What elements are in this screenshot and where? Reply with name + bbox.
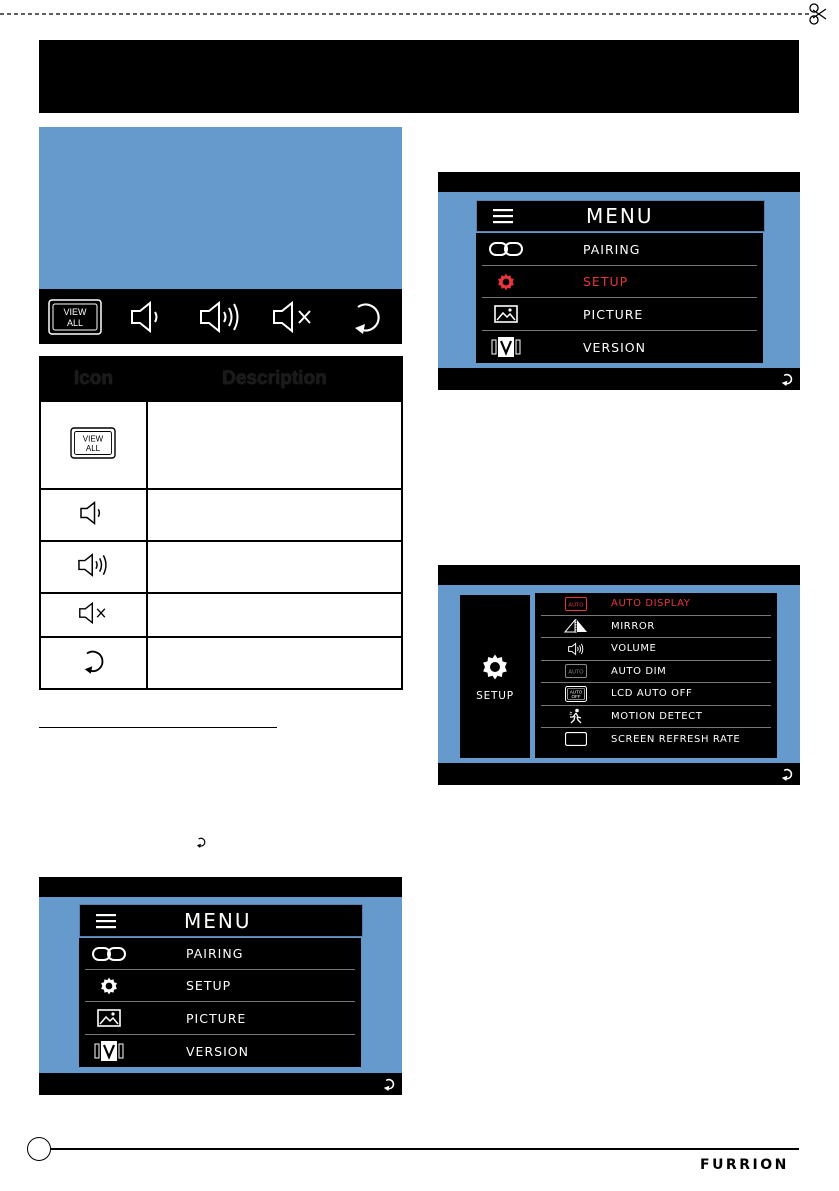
- menu-item-label: PICTURE: [583, 306, 644, 322]
- menu-item-label: VERSION: [583, 339, 646, 355]
- setup-item-label: LCD AUTO OFF: [611, 688, 693, 700]
- setup-item-lcd-auto-off[interactable]: [541, 683, 771, 706]
- menu-item-label-highlighted: SETUP: [583, 274, 629, 289]
- volume-low-icon[interactable]: [120, 294, 176, 340]
- menu-item-picture[interactable]: [482, 298, 757, 331]
- auto-badge-text: AUTO: [568, 669, 584, 676]
- table-description: [147, 637, 402, 689]
- back-icon: [195, 836, 207, 848]
- volume-low-icon: [40, 489, 147, 541]
- setup-item-screen-refresh-rate[interactable]: [541, 728, 771, 751]
- setup-title: SETUP: [476, 689, 514, 702]
- menu-screen-1: [39, 877, 402, 1095]
- auto-badge-text: AUTO: [568, 602, 584, 609]
- view-all-line1: VIEW: [83, 434, 104, 443]
- icon-strip: [39, 289, 402, 344]
- gear-icon: [85, 976, 133, 996]
- menu-item-pairing[interactable]: [482, 233, 757, 266]
- gear-icon: [480, 652, 510, 682]
- setup-item-mirror[interactable]: [541, 616, 771, 639]
- screen-footer: [39, 1073, 396, 1095]
- icon-table: [39, 356, 403, 690]
- brand-logo: FURRION: [700, 1157, 789, 1173]
- volume-icon: [541, 642, 611, 656]
- gear-icon: [482, 272, 530, 292]
- setup-side-panel: [460, 595, 530, 758]
- back-icon[interactable]: [382, 1077, 396, 1091]
- setup-item-label: MOTION DETECT: [611, 710, 703, 722]
- table-description: [147, 541, 402, 593]
- table-header-description: Description: [147, 357, 402, 401]
- version-icon: [85, 1040, 133, 1062]
- setup-item-label: SCREEN REFRESH RATE: [611, 733, 741, 745]
- menu-list: [476, 233, 763, 363]
- page-number-circle: [27, 1137, 51, 1161]
- menu-item-pairing[interactable]: [85, 938, 355, 970]
- menu-item-label: PAIRING: [186, 946, 244, 961]
- menu-item-setup[interactable]: [482, 266, 757, 298]
- setup-item-auto-display[interactable]: [541, 593, 771, 616]
- menu-item-label: PICTURE: [186, 1010, 247, 1026]
- back-icon[interactable]: [338, 294, 394, 340]
- setup-item-label: AUTO DIM: [611, 665, 667, 677]
- view-all-icon: [40, 401, 147, 489]
- table-row: [40, 541, 402, 593]
- setup-item-volume[interactable]: [541, 638, 771, 661]
- volume-high-icon: [40, 541, 147, 593]
- table-row: [40, 401, 402, 489]
- menu-screen-2: [438, 172, 800, 390]
- menu-item-picture[interactable]: [85, 1002, 355, 1035]
- menu-item-label: PAIRING: [583, 241, 641, 257]
- hamburger-icon: [493, 208, 513, 224]
- table-description: [147, 593, 402, 637]
- mute-icon: [40, 593, 147, 637]
- link-icon: [85, 946, 133, 962]
- mirror-icon: [541, 619, 611, 633]
- picture-icon: [482, 305, 530, 323]
- menu-item-version[interactable]: [482, 331, 757, 363]
- auto-dim-icon: [541, 664, 611, 678]
- setup-item-auto-dim[interactable]: [541, 661, 771, 684]
- volume-high-icon[interactable]: [192, 294, 248, 340]
- heading-underline: [39, 727, 277, 728]
- back-icon: [40, 637, 147, 689]
- setup-item-label: VOLUME: [611, 643, 657, 655]
- screen-preview: [39, 127, 402, 289]
- setup-list: [535, 593, 777, 758]
- screen-footer: [438, 763, 794, 785]
- link-icon: [482, 241, 530, 257]
- menu-item-setup[interactable]: [85, 970, 355, 1002]
- picture-icon: [85, 1009, 133, 1027]
- menu-item-label: SETUP: [186, 978, 232, 993]
- view-all-line1: VIEW: [63, 306, 87, 317]
- table-header-icon: Icon: [40, 357, 147, 401]
- view-all-icon[interactable]: [47, 294, 103, 340]
- section-title-bar: [39, 40, 799, 113]
- mute-icon[interactable]: [265, 294, 321, 340]
- menu-item-version[interactable]: [85, 1035, 355, 1067]
- lcd-auto-off-icon: [541, 686, 611, 702]
- back-icon[interactable]: [780, 767, 794, 781]
- footer-rule: [50, 1148, 799, 1150]
- setup-item-label-highlighted: AUTO DISPLAY: [611, 598, 691, 610]
- cut-line: [0, 0, 839, 30]
- back-icon[interactable]: [780, 372, 794, 386]
- menu-title: MENU: [586, 204, 654, 228]
- screen-refresh-icon: [541, 732, 611, 746]
- menu-title: MENU: [184, 908, 252, 933]
- motion-detect-icon: [541, 708, 611, 724]
- setup-item-label: MIRROR: [611, 620, 655, 632]
- menu-header[interactable]: [79, 904, 363, 937]
- table-description: [147, 401, 402, 489]
- setup-item-motion-detect[interactable]: [541, 706, 771, 729]
- auto-off-line2: OFF: [571, 693, 581, 699]
- table-row: [40, 489, 402, 541]
- auto-off-line1: AUTO: [569, 689, 583, 695]
- table-row: [40, 637, 402, 689]
- hamburger-icon: [96, 913, 116, 929]
- version-icon: [482, 336, 530, 358]
- menu-item-label: VERSION: [186, 1043, 249, 1059]
- table-description: [147, 489, 402, 541]
- setup-screen: [438, 565, 800, 785]
- menu-header[interactable]: [476, 200, 765, 232]
- menu-list: [79, 938, 361, 1067]
- table-row: [40, 593, 402, 637]
- view-all-line2: ALL: [86, 443, 101, 453]
- view-all-line2: ALL: [67, 317, 84, 328]
- screen-footer: [438, 368, 794, 390]
- auto-display-icon: [541, 597, 611, 611]
